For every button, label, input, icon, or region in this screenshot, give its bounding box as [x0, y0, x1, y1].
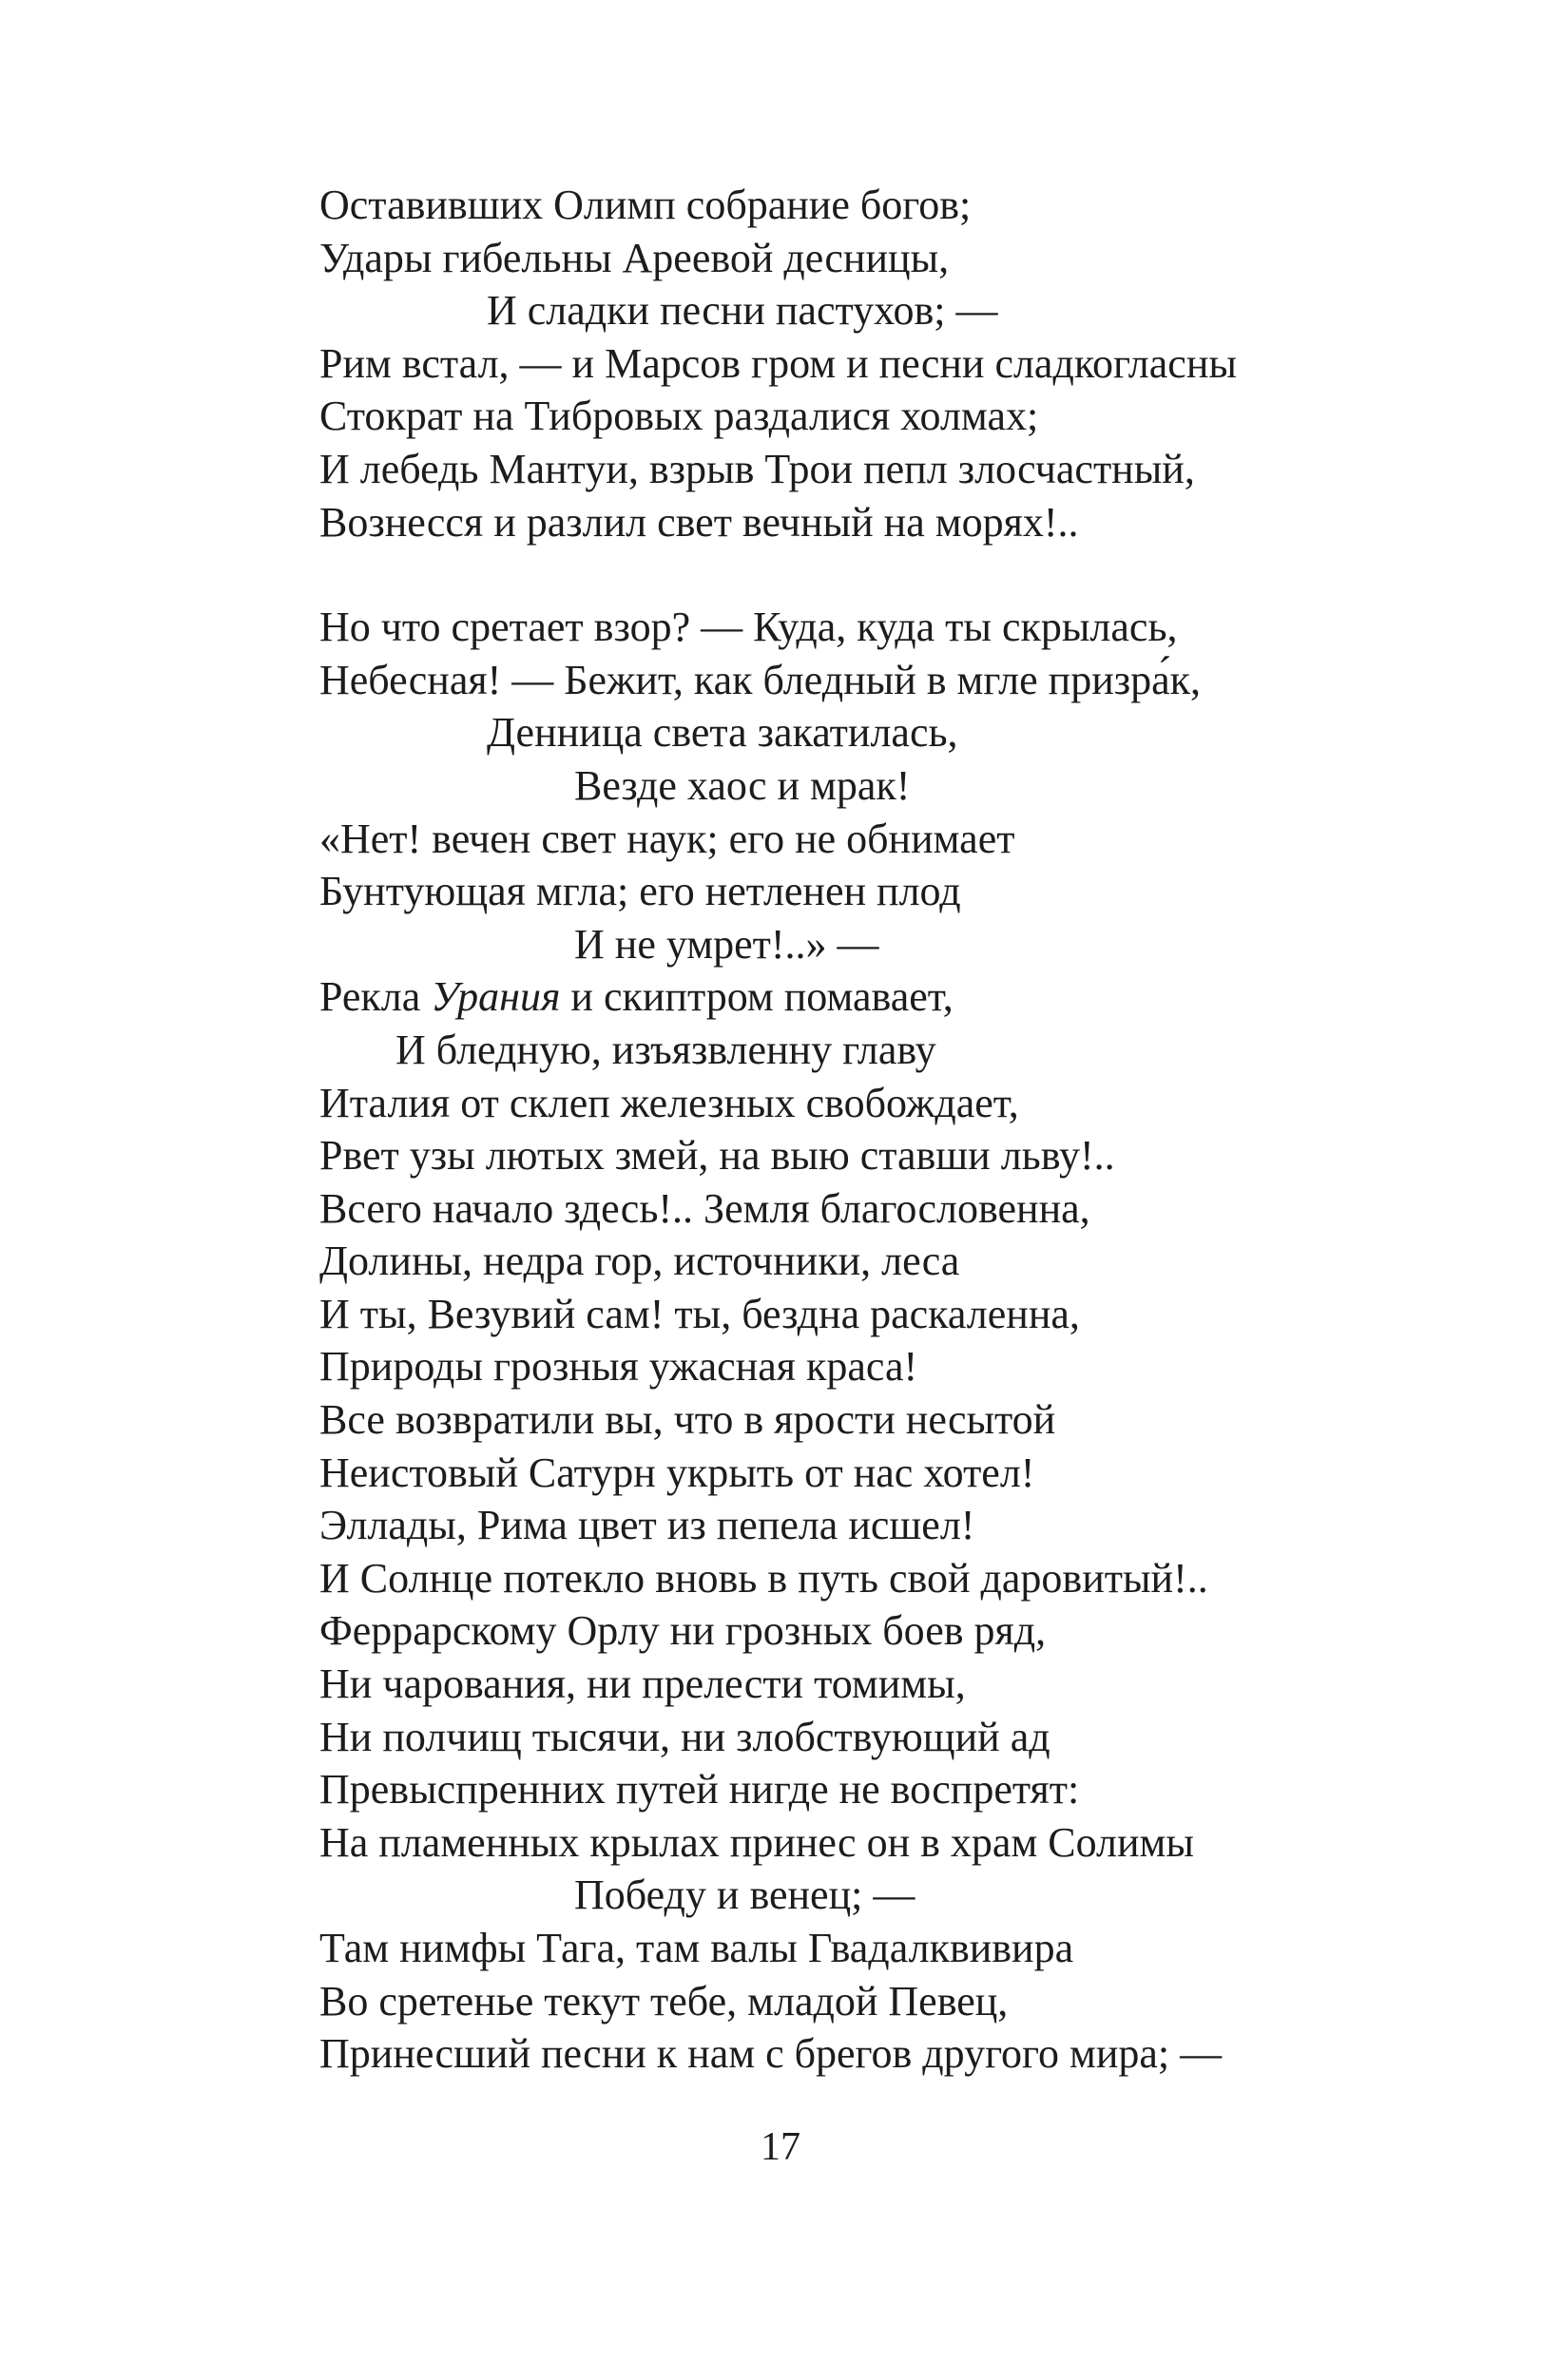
poem-line: Небесная! — Бежит, как бледный в мгле призра́к, — [319, 656, 1202, 703]
poem-line: Оставивших Олимп собрание богов; — [319, 182, 972, 228]
poem-line: Там нимфы Тага, там валы Гвадалквивира — [319, 1925, 1074, 1971]
poem-line: Природы грозныя ужасная краса! — [319, 1343, 918, 1391]
poem-line: Рим встал, — и Марсов гром и песни сладкогласны — [319, 339, 1237, 387]
poem-line: Принесший песни к нам с брегов другого мира; — — [319, 2030, 1223, 2078]
poem-line: Неистовый Сатурн укрыть от нас хотел! — [319, 1449, 1035, 1496]
poem-line: И лебедь Мантуи, взрыв Трои пепл злосчастный, — [319, 445, 1195, 492]
poem-line: И сладки песни пастухов; — — [487, 287, 998, 335]
poem-line: Феррарскому Орлу ни грозных боев ряд, — [319, 1607, 1047, 1655]
poem-line: «Нет! вечен свет наук; его не обнимает — [319, 815, 1015, 862]
poem-line: Всего начало здесь!.. Земля благословенна, — [319, 1184, 1090, 1232]
poem-line: Везде хаос и мрак! — [574, 761, 911, 809]
poem-text — [319, 179, 1422, 2081]
poem-line: Долины, недра гор, источники, леса — [319, 1238, 960, 1285]
poem-line: Ни чарования, ни прелести томимы, — [319, 1660, 966, 1708]
stanza-2 — [319, 601, 1422, 2081]
stanza-1 — [319, 179, 1422, 548]
poem-line: Эллады, Рима цвет из пепела исшел! — [319, 1502, 975, 1549]
poem-line: И не умрет!..» — — [574, 920, 879, 968]
poem-line-part: и скиптром помавает, — [560, 973, 954, 1021]
poem-line: Удары гибельны Ареевой десницы, — [319, 234, 950, 281]
poem-line: И ты, Везувий сам! ты, бездна раскаленна, — [319, 1290, 1080, 1337]
poem-line: Стократ на Тибровых раздалися холмах; — [319, 393, 1039, 440]
poem-line: Ни полчищ тысячи, ни злобствующий ад — [319, 1713, 1050, 1760]
poem-line: Превыспренних путей нигде не воспретят: — [319, 1766, 1080, 1814]
page-number: 17 — [761, 2125, 800, 2169]
poem-line: Во сретенье текут тебе, младой Певец, — [319, 1977, 1009, 2025]
italic-name-urania: Урания — [431, 973, 561, 1021]
poem-line-part: Рекла — [319, 973, 432, 1021]
poem-line: Победу и венец; — — [574, 1871, 915, 1919]
poem-line: И Солнце потекло вновь в путь свой даровитый!.. — [319, 1554, 1208, 1602]
poem-line: На пламенных крылах принес он в храм Солимы — [319, 1818, 1194, 1866]
poem-line: Все возвратили вы, что в ярости несытой — [319, 1396, 1056, 1444]
poem-line: И бледную, изъязвленну главу — [395, 1026, 936, 1073]
poem-line: Вознесся и разлил свет вечный на морях!.. — [319, 498, 1079, 546]
poem-line-with-italic — [319, 970, 1422, 1024]
poem-line: Денница света закатилась, — [487, 709, 958, 757]
poem-line: Но что сретает взор? — Куда, куда ты скрылась, — [319, 604, 1178, 651]
poem-line: Бунтующая мгла; его нетленен плод — [319, 868, 961, 915]
poem-line: Италия от склеп железных свобождает, — [319, 1079, 1019, 1126]
poem-line: Рвет узы лютых змей, на выю ставши льву!.. — [319, 1132, 1115, 1180]
